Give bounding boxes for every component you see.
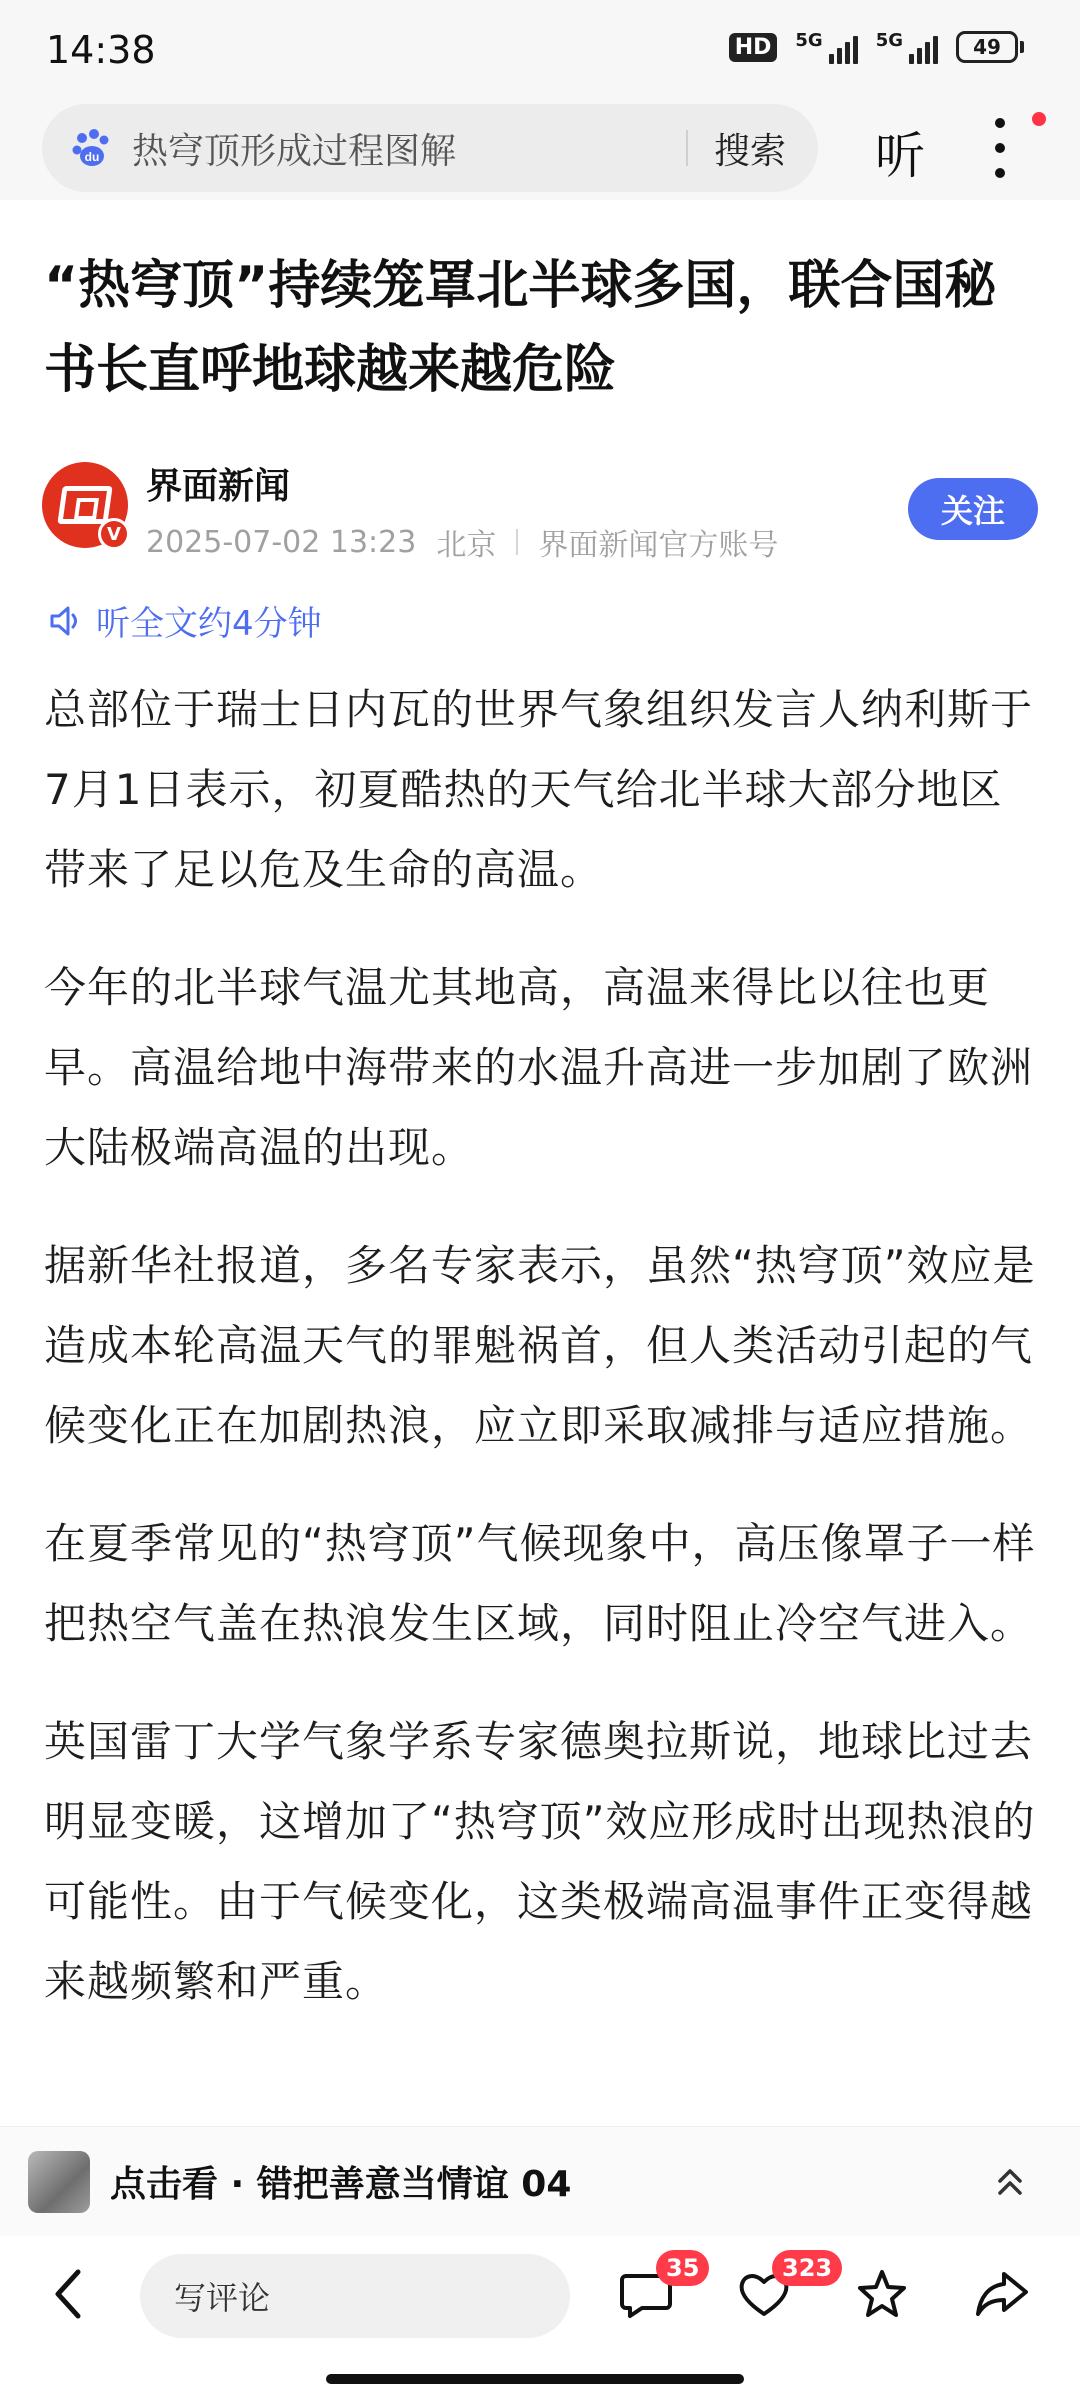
video-thumbnail [28, 2151, 90, 2213]
publish-date: 2025-07-02 13:23 [146, 524, 417, 560]
signal-icon-2 [876, 30, 938, 64]
svg-text:du: du [84, 150, 100, 164]
article-title: “热穹顶”持续笼罩北半球多国，联合国秘书长直呼地球越来越危险 [44, 256, 997, 400]
listen-full-label: 听全文约4分钟 [96, 604, 322, 644]
baidu-paw-icon [70, 126, 114, 170]
jiemian-logo-icon [57, 486, 112, 524]
article-paragraph: 总部位于瑞士日内瓦的世界气象组织发言人纳利斯于7月1日表示，初夏酷热的天气给北半球大部分地区带来了足以危及生命的高温。 [44, 685, 1034, 894]
signal-icon [795, 30, 857, 64]
article-paragraph: 据新华社报道，多名专家表示，虽然“热穹顶”效应是造成本轮高温天气的罪魁祸首，但人类活动引起的气候变化正在加剧热浪，应立即采取减排与适应措施。 [44, 1241, 1036, 1450]
meta-divider [516, 529, 518, 555]
like-count-badge: 323 [772, 2250, 842, 2286]
listen-full-article-button[interactable] [46, 596, 322, 645]
article-body [44, 670, 1044, 2060]
speaker-icon [46, 601, 86, 641]
publish-location: 北京 [436, 528, 497, 563]
notification-dot [1032, 112, 1046, 126]
back-arrow-icon[interactable] [44, 2262, 94, 2326]
comment-count-badge: 35 [656, 2250, 709, 2286]
listen-button[interactable]: 听 [875, 127, 925, 185]
status-time: 14:38 [46, 28, 156, 72]
battery-icon [956, 31, 1024, 63]
share-icon[interactable] [974, 2266, 1030, 2322]
search-header [0, 100, 1080, 200]
recommended-video-title[interactable]: 点击看 · 错把善意当情谊 04 [110, 2164, 572, 2205]
search-box[interactable] [42, 104, 818, 192]
article-meta [146, 520, 778, 564]
status-icons [729, 30, 1024, 64]
home-indicator[interactable] [326, 2374, 744, 2384]
recommended-video-bar[interactable] [0, 2126, 1080, 2236]
more-options-icon[interactable] [985, 118, 1015, 178]
account-source: 界面新闻官方账号 [538, 528, 779, 563]
network-type-label-2: 5G [875, 30, 903, 51]
favorite-star-icon[interactable] [854, 2266, 910, 2322]
article-paragraph: 今年的北半球气温尤其地高，高温来得比以往也更早。高温给地中海带来的水温升高进一步加剧了欧洲大陆极端高温的出现。 [44, 963, 1034, 1172]
author-avatar[interactable] [42, 462, 128, 548]
network-type-label: 5G [795, 30, 823, 51]
article-paragraph: 英国雷丁大学气象学系专家德奥拉斯说，地球比过去明显变暖，这增加了“热穹顶”效应形成时出现热浪的可能性。由于气候变化，这类极端高温事件正变得越来越频繁和严重。 [44, 1717, 1036, 2006]
hd-icon: HD [729, 33, 778, 62]
verified-icon: V [98, 518, 130, 550]
battery-level: 49 [956, 31, 1018, 63]
bottom-toolbar [0, 2236, 1080, 2400]
author-name[interactable]: 界面新闻 [146, 466, 291, 507]
search-query-text[interactable]: 热穹顶形成过程图解 [132, 130, 457, 172]
comment-input[interactable]: 写评论 [140, 2254, 570, 2338]
status-bar [0, 0, 1080, 100]
article-paragraph: 在夏季常见的“热穹顶”气候现象中，高压像罩子一样把热空气盖在热浪发生区域，同时阻止冷空气进入。 [44, 1519, 1036, 1648]
follow-button[interactable]: 关注 [908, 478, 1038, 540]
search-button[interactable]: 搜索 [713, 130, 786, 172]
expand-up-icon[interactable] [992, 2163, 1028, 2203]
